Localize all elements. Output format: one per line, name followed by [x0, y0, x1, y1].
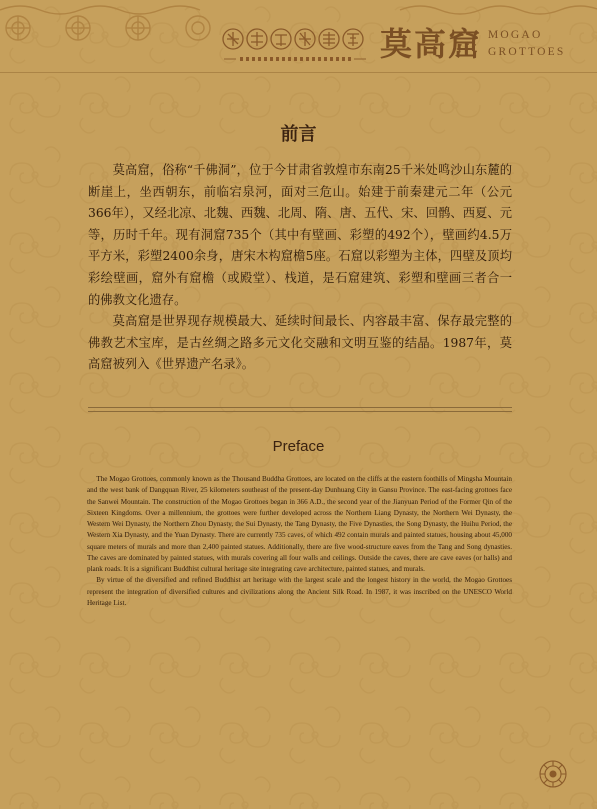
seal-subtitle-mark — [222, 54, 368, 64]
section-divider-bottom — [88, 411, 512, 412]
section-divider-top — [88, 407, 512, 408]
preface-paragraph-en-2: By virtue of the diversified and refined Buddhist art heritage with the largest scale and the longest history in the world, the Mogao Grottoes represent the integration of diversified cultures and civilizations along the Ancient Silk Road. In 1987, it was inscribed on the UNESCO World Heritage List. — [87, 576, 512, 607]
preface-heading-cn: 前言 — [280, 124, 317, 145]
preface-paragraph-en-1: The Mogao Grottoes, commonly known as the Thousand Buddha Grottoes, are located on the cliffs at the eastern foothills of Mingsha Mountain and the west bank of Dangquan River, 25 kilometers southeast of the present-day Dunhuang City in Gansu Province. The east-facing grottoes face the Sanwei Mountain. The construction of the Mogao Grottoes began in 366 A.D., the second year of the Jianyuan Period of the Former Qin of the Sixteen Kingdoms. Over a millennium, the grottoes were further developed across the Northern Liang Dynasty, the Northern Wei Dynasty, the Western Wei Dynasty, the Northern Zhou Dynasty, the Sui Dynasty, the Tang Dynasty, the Five Dynasties, the Song Dynasty, the Huihu Period, the Western Xia Dynasty, and the Yuan Dynasty. There are currently 735 caves, of which 492 contain murals and painted statues, housing about 45,000 square meters of murals and more than 2,400 painted statues. Additionally, there are five wood-structure eaves from the Tang and Song dynasties. The caves are dominated by painted statues, with murals covering all four walls and ceilings. Outside the caves, there are cave eaves (or halls) and plank roads. It is a significant Buddhist cultural heritage site integrating cave architecture, painted statues, and murals. — [87, 475, 512, 573]
preface-body-cn — [88, 160, 512, 376]
header-rule — [0, 72, 597, 73]
preface-paragraph-cn-1: 莫高窟，俗称“千佛洞”，位于今甘肃省敦煌市东南25千米处鸣沙山东麓的断崖上，坐西朝东，前临宕泉河，面对三危山。始建于前秦建元二年（公元366年），又经北凉、北魏、西魏、北周、隋、唐、五代、宋、回鹘、西夏、元等，历时千年。现有洞窟735个（其中有壁画、彩塑的492个），壁画约4.5万平方米，彩塑2400余身，唐宋木构窟檐5座。石窟以彩塑为主体，四壁及顶均彩绘壁画，窟外有窟檐（或殿堂）、栈道，是石窟建筑、彩塑和壁画三者合一的佛教文化遗存。 — [88, 163, 512, 307]
preface-body-en — [87, 474, 512, 609]
publication-title-en-line2: GROTTOES — [488, 46, 566, 58]
series-mark-logo — [222, 22, 368, 64]
preface-paragraph-cn-2: 莫高窟是世界现存规模最大、延续时间最长、内容最丰富、保存最完整的佛教艺术宝库，是古丝绸之路多元文化交融和文明互鉴的结晶。1987年，莫高窟被列入《世界遗产名录》。 — [88, 314, 512, 372]
publication-title-en-line1: MOGAO — [488, 29, 543, 41]
seal-character-logo — [222, 28, 368, 50]
publication-title-cn: 莫高窟 — [380, 25, 483, 63]
preface-heading-en: Preface — [272, 438, 325, 455]
lotus-medallion-icon — [538, 759, 568, 789]
publication-title-en — [488, 27, 588, 61]
